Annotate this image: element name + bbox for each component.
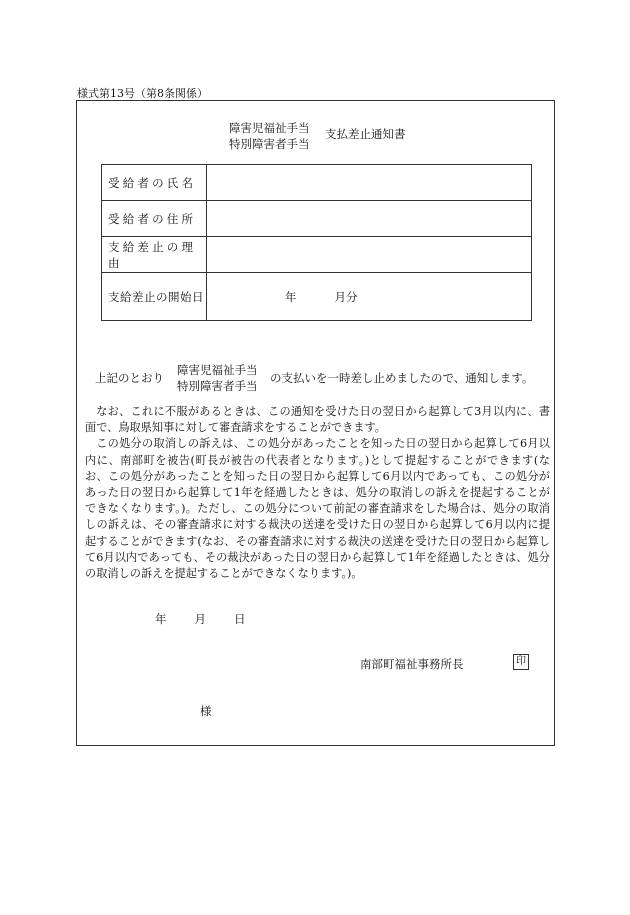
legal-notice xyxy=(85,404,550,582)
row-label-name: 受給者の氏名 xyxy=(102,165,207,201)
notice-allowance-types xyxy=(177,362,258,394)
info-table xyxy=(101,164,532,321)
table-row xyxy=(102,237,532,273)
table-row xyxy=(102,273,532,321)
date-year: 年 xyxy=(155,612,167,626)
table-row xyxy=(102,201,532,237)
addressee-honorific: 様 xyxy=(200,704,212,718)
year-unit: 年 xyxy=(285,290,297,304)
year-month-units xyxy=(285,289,396,305)
title-allowance-1: 障害児福祉手当 xyxy=(229,121,310,135)
document-title: 支払差止通知書 xyxy=(325,127,406,141)
month-unit: 月分 xyxy=(334,290,358,304)
recipient-address-field[interactable] xyxy=(207,201,532,237)
date-month: 月 xyxy=(194,612,206,626)
row-label-reason: 支給差止の理由 xyxy=(102,237,207,273)
row-label-start-date: 支給差止の開始日 xyxy=(102,273,207,321)
lawsuit-paragraph: この処分の取消しの訴えは、この処分があったことを知った日の翌日から起算して6月以内に、南部町を被告(町長が被告の代表者となります。)として提起することができます(なお、この処分があったことを知った日の翌日から起算して6月以内であっても、この処分があった日の翌日から起算して1年を経過したときは、処分の取消しの訴えを提起することができなくなります。)。ただし、この処分について前記の審査請求をした場合は、処分の取消しの訴えは、その審査請求に対する裁決の送達を受けた日の翌日から起算して6月以内に提起することができます(なお、その審査請求に対する裁決の送達を受けた日の翌日から起算して6月以内であっても、その裁決があった日の翌日から起算して1年を経過したときは、処分の取消しの訴えを提起することができなくなります。)。 xyxy=(85,437,550,581)
appeal-paragraph: なお、これに不服があるときは、この通知を受けた日の翌日から起算して3月以内に、書面で、鳥取県知事に対して審査請求をすることができます。 xyxy=(85,405,550,435)
form-number: 様式第13号（第8条関係） xyxy=(77,87,208,100)
table-row xyxy=(102,165,532,201)
date-day: 日 xyxy=(234,612,246,626)
row-label-address: 受給者の住所 xyxy=(102,201,207,237)
issuer-name: 南部町福祉事務所長 xyxy=(360,657,464,671)
title-allowance-2: 特別障害者手当 xyxy=(229,137,310,151)
notice-prefix: 上記のとおり xyxy=(95,371,164,385)
seal-mark: 印 xyxy=(513,654,529,670)
notice-suffix: の支払いを一時差し止めましたので、通知します。 xyxy=(270,371,534,385)
notice-allowance-2: 特別障害者手当 xyxy=(177,379,258,393)
recipient-name-field[interactable] xyxy=(207,165,532,201)
notice-allowance-1: 障害児福祉手当 xyxy=(177,363,258,377)
title-allowance-types xyxy=(229,120,310,152)
suspension-reason-field[interactable] xyxy=(207,237,532,273)
suspension-start-field[interactable] xyxy=(207,273,532,321)
issue-date xyxy=(155,611,274,627)
